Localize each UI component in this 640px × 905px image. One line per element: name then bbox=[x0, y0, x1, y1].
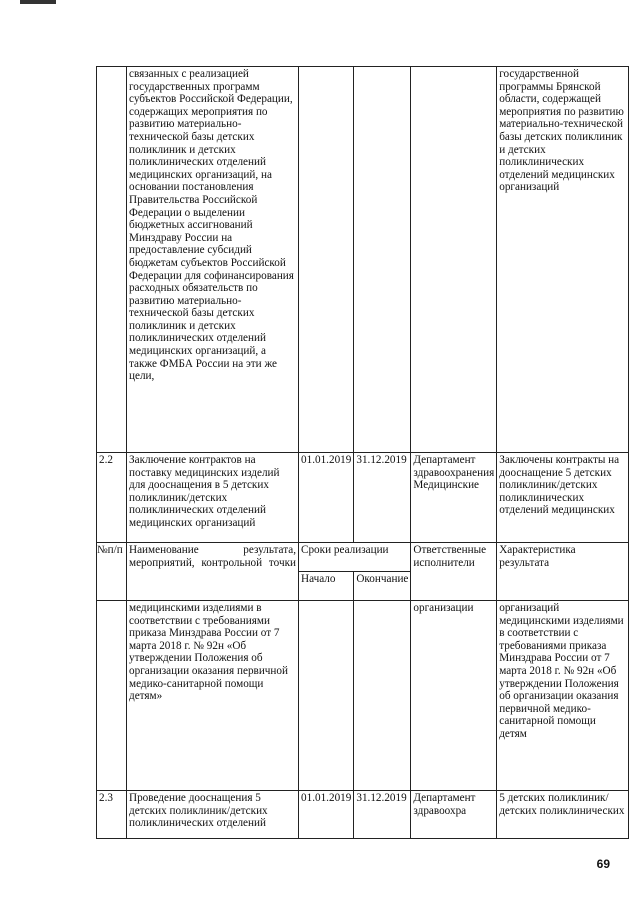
header-name: Наименование результата, мероприятий, контрольной точки bbox=[127, 543, 299, 601]
cell-end: 31.12.2019 bbox=[354, 453, 411, 543]
table-row bbox=[97, 453, 629, 543]
cell-num bbox=[97, 601, 127, 791]
cell-name: медицинскими изделиями в соответствии с требованиями приказа Минздрава России от 7 марта 2018 г. № 92н «Об утверждении Положения об организации оказания первичной медико-санитарной помощи детям» bbox=[127, 601, 299, 791]
cell-result bbox=[497, 453, 629, 543]
cell-name-text: Заключение контрактов на поставку медицинских изделий для дооснащения в 5 детских поликлиник/детских поликлинических отделений медицинских организаций bbox=[129, 454, 280, 529]
cell-name: связанных с реализацией государственных программ субъектов Российской Федерации, содержащих мероприятия по развитию материально-технической базы детских поликлиник и детских поликлинических отделений медицинских организаций, на основании постановления Правительства Российской Федерации о выделении бюджетных ассигнований Минздраву России на предоставление субсидий бюджетам субъектов Российской Федерации для софинансирования расходных обязательств по развитию материально-технической базы детских поликлиник и детских поликлинических отделений медицинских организаций, а также ФМБА России на эти же цели, bbox=[127, 67, 299, 453]
header-resp: Ответственные исполнители bbox=[411, 543, 497, 601]
cell-num bbox=[97, 67, 127, 453]
cell-num: 2.2 bbox=[97, 453, 127, 543]
cell-num: 2.3 bbox=[97, 791, 127, 839]
page-number: 69 bbox=[596, 857, 610, 871]
cell-start: 01.01.2019 bbox=[299, 791, 354, 839]
header-period: Сроки реализации bbox=[299, 543, 411, 572]
table-row bbox=[97, 791, 629, 839]
cell-start bbox=[299, 601, 354, 791]
scan-artifact bbox=[20, 0, 56, 4]
cell-resp-text: Департамент здравоохранения Медицинские bbox=[413, 454, 495, 492]
cell-name bbox=[127, 453, 299, 543]
cell-end: 31.12.2019 bbox=[354, 791, 411, 839]
header-num: №п/п bbox=[97, 543, 127, 601]
cell-name: Проведение дооснащения 5 детских поликлиник/детских поликлинических отделений bbox=[127, 791, 299, 839]
cell-resp bbox=[411, 453, 497, 543]
header-start: Начало bbox=[299, 572, 354, 601]
cell-result: организаций медицинскими изделиями в соответствии с требованиями приказа Минздрава России от 7 марта 2018 г. № 92н «Об утверждении Положения об организации оказания первичной медико-санитарной помощи детям bbox=[497, 601, 629, 791]
table-header-row bbox=[97, 543, 629, 572]
cell-result: 5 детских поликлиник/ детских поликлинических bbox=[497, 791, 629, 839]
table-row bbox=[97, 601, 629, 791]
cell-resp-text: Департамент здравоохра bbox=[413, 792, 476, 817]
table-row bbox=[97, 67, 629, 453]
plan-table bbox=[96, 66, 629, 839]
cell-end bbox=[354, 67, 411, 453]
cell-result-text: Заключены контракты на дооснащение 5 детских поликлиник/детских поликлинических отделений медицинских bbox=[499, 454, 620, 517]
cell-resp bbox=[411, 67, 497, 453]
header-end: Окончание bbox=[354, 572, 411, 601]
cell-result: государственной программы Брянской области, содержащей мероприятия по развитию материально-технической базы детских поликлиник и детских поликлинических отделений медицинских организаций bbox=[497, 67, 629, 453]
header-result: Характеристика результата bbox=[497, 543, 629, 601]
cell-end bbox=[354, 601, 411, 791]
cell-resp: организации bbox=[411, 601, 497, 791]
cell-resp bbox=[411, 791, 497, 839]
cell-start bbox=[299, 67, 354, 453]
cell-start: 01.01.2019 bbox=[299, 453, 354, 543]
